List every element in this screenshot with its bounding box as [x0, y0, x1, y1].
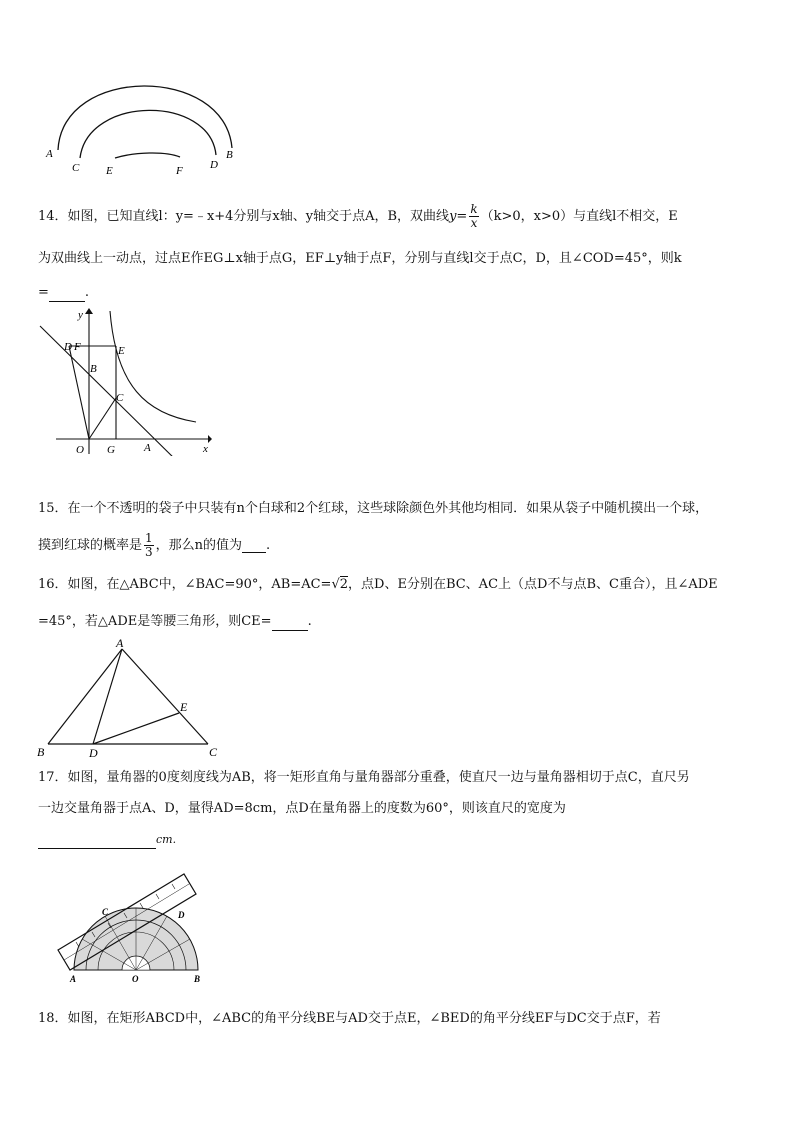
q15-frac-denominator: 3	[145, 545, 153, 559]
arcs-figure	[40, 70, 250, 180]
fig14-label-x: x	[203, 443, 208, 455]
fig14-label-e: E	[118, 345, 125, 357]
fig13-label-d: D	[210, 159, 218, 171]
q14-text-2: 为双曲线上一动点，过点E作EG⊥x轴于点G，EF⊥y轴于点F，分别与直线l交于点C，D，且∠COD=45°，则k	[38, 251, 682, 266]
fig13-label-a: A	[46, 148, 53, 160]
q14-line2	[38, 250, 682, 268]
q14-frac-numerator: k	[470, 202, 478, 216]
q14-text-1b: （k>0，x>0）与直线l不相交，E	[480, 209, 678, 224]
q16-text-2b: .	[307, 614, 312, 629]
hyperbola-figure	[36, 306, 216, 456]
q18-text-1: 18．如图，在矩形ABCD中，∠ABC的角平分线BE与AD交于点E，∠BED的角平分线EF与DC交于点F，若	[38, 1011, 661, 1026]
fig17-label-a: A	[70, 974, 77, 984]
q14-text-1a: 如图，已知直线l：y=﹣x+4分别与x轴、y轴交于点A，B，双曲线	[67, 209, 450, 224]
fig14-label-f: F	[74, 341, 81, 353]
fig14-label-a: A	[144, 442, 151, 454]
q17-answer-blank[interactable]	[38, 834, 156, 849]
fig16-label-e: E	[180, 700, 188, 714]
q16-text-1a: 16．如图，在△ABC中，∠BAC=90°，AB=AC=	[38, 577, 332, 592]
q16-answer-blank[interactable]	[272, 616, 308, 631]
q15-text-2a: 摸到红球的概率是	[38, 538, 143, 553]
fig14-label-d: D	[64, 341, 72, 353]
q14-line1: 14．如图，已知直线l：y=﹣x+4分别与x轴、y轴交于点A，B，双曲线y= $\frac{k}{x}$ （k>0，x>0）与直线l不相交，E	[38, 202, 678, 230]
fig14-label-b: B	[90, 363, 97, 375]
q14-answer-blank[interactable]	[49, 287, 85, 302]
q15-fraction	[144, 532, 154, 559]
q16-text-1b: ，点D、E分别在BC、AC上（点D不与点B、C重合），且∠ADE	[348, 577, 718, 592]
q15-text-2b: ，那么n的值为	[155, 538, 243, 553]
q16-sqrt-value: 2	[339, 577, 349, 592]
protractor-figure	[56, 872, 216, 988]
q14-text-3b: .	[84, 285, 90, 300]
fig16-label-c: C	[209, 745, 218, 759]
q14-y-var: y	[449, 209, 457, 224]
q17-line2	[38, 800, 566, 818]
fig13-label-e: E	[106, 165, 113, 177]
q17-text-1: 17．如图，量角器的0度刻度线为AB，将一矩形直角与量角器部分重叠，使直尺一边与量角器相切于点C，直尺另	[38, 770, 690, 785]
fig14-label-y: y	[78, 309, 83, 321]
q16-line1	[38, 576, 718, 594]
q14-number: 14．	[38, 209, 68, 224]
q14-frac-denominator: x	[470, 216, 478, 230]
q17-text-2: 一边交量角器于点A、D，量得AD=8cm，点D在量角器上的度数为60°，则该直尺的宽度为	[38, 801, 566, 816]
q14-text-3a: =	[38, 285, 49, 300]
q15-frac-numerator: 1	[145, 531, 153, 545]
fig17-label-b: B	[194, 974, 201, 984]
triangle-figure	[32, 636, 232, 762]
fig17-label-c: C	[102, 907, 109, 917]
fig17-label-o: O	[132, 974, 139, 984]
q17-line1	[38, 769, 690, 787]
fig16-label-b: B	[37, 745, 45, 759]
fig14-label-g: G	[107, 444, 115, 456]
fig13-label-b: B	[226, 149, 233, 161]
q14-line3	[38, 284, 89, 302]
q15-line1	[38, 500, 708, 518]
q16-text-2a: =45°，若△ADE是等腰三角形，则CE=	[38, 614, 272, 629]
fig17-label-d: D	[178, 910, 185, 920]
fig16-label-a: A	[116, 636, 124, 650]
fig13-label-f: F	[176, 165, 183, 177]
q18-line1	[38, 1010, 661, 1028]
q15-answer-blank[interactable]	[242, 538, 266, 553]
q16-line2	[38, 613, 312, 631]
q14-fraction	[469, 203, 478, 230]
q15-text-2c: .	[266, 538, 271, 553]
fig14-label-c: C	[116, 392, 124, 404]
fig13-label-c: C	[72, 162, 80, 174]
q15-line2	[38, 528, 270, 564]
q16-sqrt: √2	[331, 577, 349, 592]
q15-text-1: 15．在一个不透明的袋子中只装有n个白球和2个红球，这些球除颜色外其他均相同．如果从袋子中随机摸出一个球，	[38, 501, 709, 516]
q17-text-3: cm.	[156, 833, 177, 846]
fig14-label-o: O	[76, 444, 84, 456]
q17-line3	[38, 831, 176, 849]
fig16-label-d: D	[89, 746, 98, 760]
